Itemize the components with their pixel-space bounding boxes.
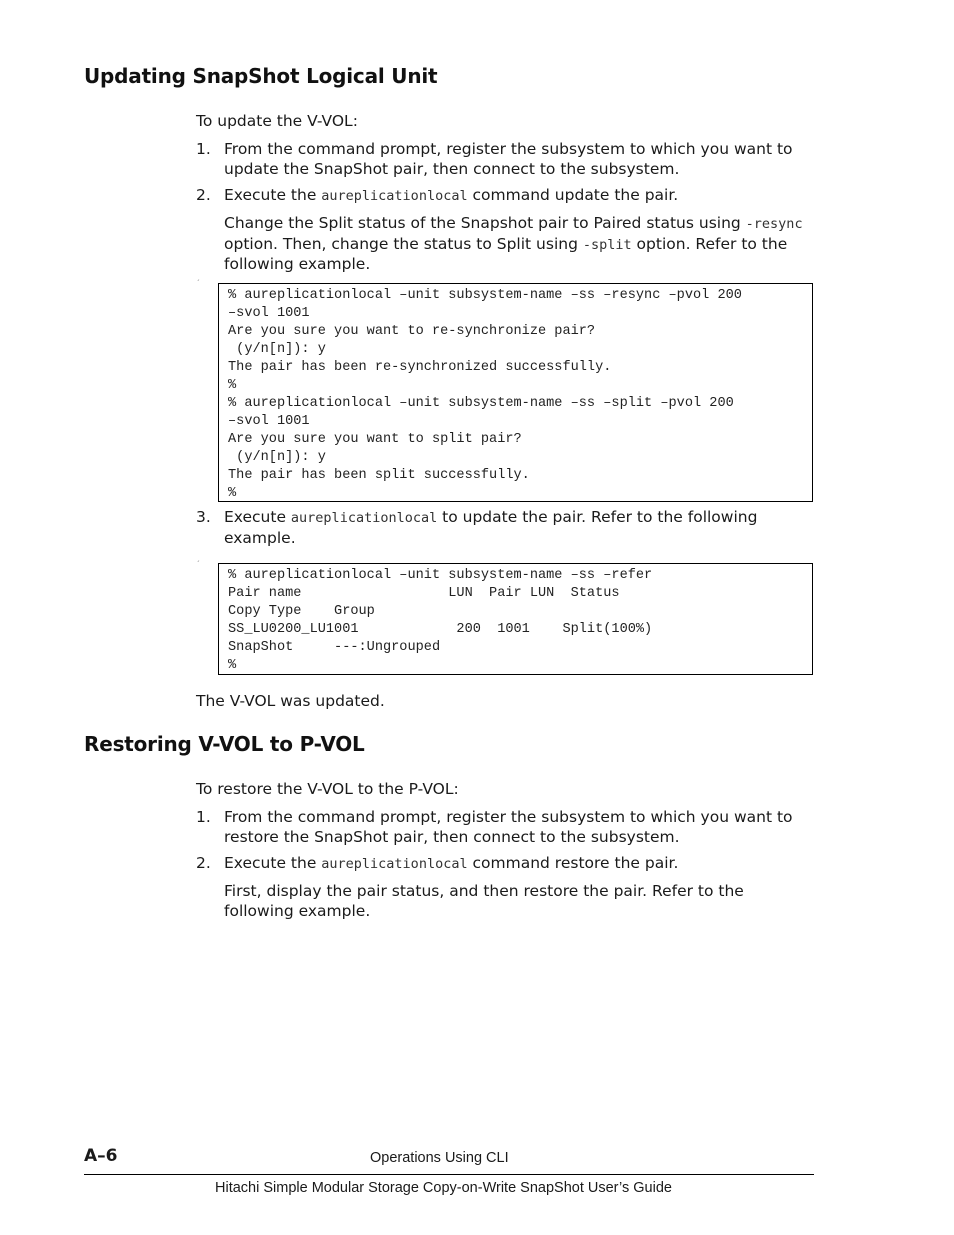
step-number: 1. (196, 140, 211, 158)
command-name: aureplicationlocal (290, 510, 438, 526)
code-line: % aureplicationlocal –unit subsystem-name –ss –resync –pvol 200 (228, 288, 742, 303)
footer-section-name: Operations Using CLI (370, 1150, 509, 1166)
result-text: The V-VOL was updated. (196, 692, 385, 710)
step-number: 3. (196, 508, 211, 526)
step2-explanation: First, display the pair status, and then restore the pair. Refer to the following example. (224, 882, 744, 920)
section-heading-restoring: Restoring V-VOL to P-VOL (84, 732, 365, 756)
step-text (224, 186, 816, 207)
resync-option: -resync (745, 216, 803, 232)
page-number: A–6 (84, 1146, 118, 1166)
step-text: From the command prompt, register the subsystem to which you want to update the SnapShot pair, then connect to the subsystem. (224, 140, 793, 178)
command-name: aureplicationlocal (321, 856, 468, 872)
marker-dot: ˏ (196, 553, 200, 562)
split-option: -split (582, 236, 632, 253)
step-number: 1. (196, 808, 211, 826)
step-number: 2. (196, 186, 211, 204)
code-line: The pair has been split successfully. (228, 468, 530, 483)
step-text: From the command prompt, register the subsystem to which you want to restore the SnapShot pair, then connect to the subsystem. (224, 808, 793, 846)
footer-divider (84, 1174, 814, 1175)
code-line: Pair name LUN Pair LUN Status (228, 586, 620, 601)
step-number: 2. (196, 854, 211, 872)
code-line: The pair has been re-synchronized successfully. (228, 360, 612, 375)
code-line: –svol 1001 (228, 306, 310, 321)
code-line: SnapShot ---:Ungrouped (228, 640, 441, 655)
command-name: aureplicationlocal (321, 188, 468, 204)
step-text (224, 854, 816, 875)
code-line: % aureplicationlocal –unit subsystem-name –ss –split –pvol 200 (228, 396, 734, 411)
step2-explanation (224, 214, 816, 275)
step-text-post: command update the pair. (467, 186, 679, 204)
intro-text: To restore the V-VOL to the P-VOL: (196, 780, 459, 798)
code-line: % aureplicationlocal –unit subsystem-name –ss –refer (228, 568, 653, 583)
code-line: (y/n[n]): y (228, 342, 326, 357)
step-text-pre: Execute the (224, 186, 322, 204)
step-text (224, 508, 816, 548)
code-line: Are you sure you want to split pair? (228, 432, 522, 447)
explanation-text: option. Then, change the status to Split using (224, 234, 583, 253)
explanation-text: Change the Split status of the Snapshot pair to Paired status using (224, 214, 746, 232)
code-line: (y/n[n]): y (228, 450, 326, 465)
section-heading-updating: Updating SnapShot Logical Unit (84, 64, 438, 88)
explanation-text: option. Refer to the following example. (224, 234, 788, 273)
intro-text: To update the V-VOL: (196, 112, 358, 130)
code-example-resync-split (218, 283, 813, 502)
code-line: Are you sure you want to re-synchronize pair? (228, 324, 596, 339)
code-line: % (228, 378, 237, 393)
code-example-refer (218, 563, 813, 675)
marker-dot: ˏ (196, 272, 200, 281)
code-line: % (228, 486, 237, 501)
code-line: SS_LU0200_LU1001 200 1001 Split(100%) (228, 622, 653, 637)
step-text-pre: Execute (224, 508, 291, 526)
code-line: –svol 1001 (228, 414, 310, 429)
step-text-post: command restore the pair. (467, 854, 679, 872)
code-line: Copy Type Group (228, 604, 375, 619)
step-text-pre: Execute the (224, 854, 322, 872)
code-line: % (228, 658, 237, 673)
step-text-post: to update the pair. Refer to the following example. (224, 508, 758, 547)
footer-document-title: Hitachi Simple Modular Storage Copy-on-Write SnapShot User’s Guide (215, 1180, 672, 1196)
